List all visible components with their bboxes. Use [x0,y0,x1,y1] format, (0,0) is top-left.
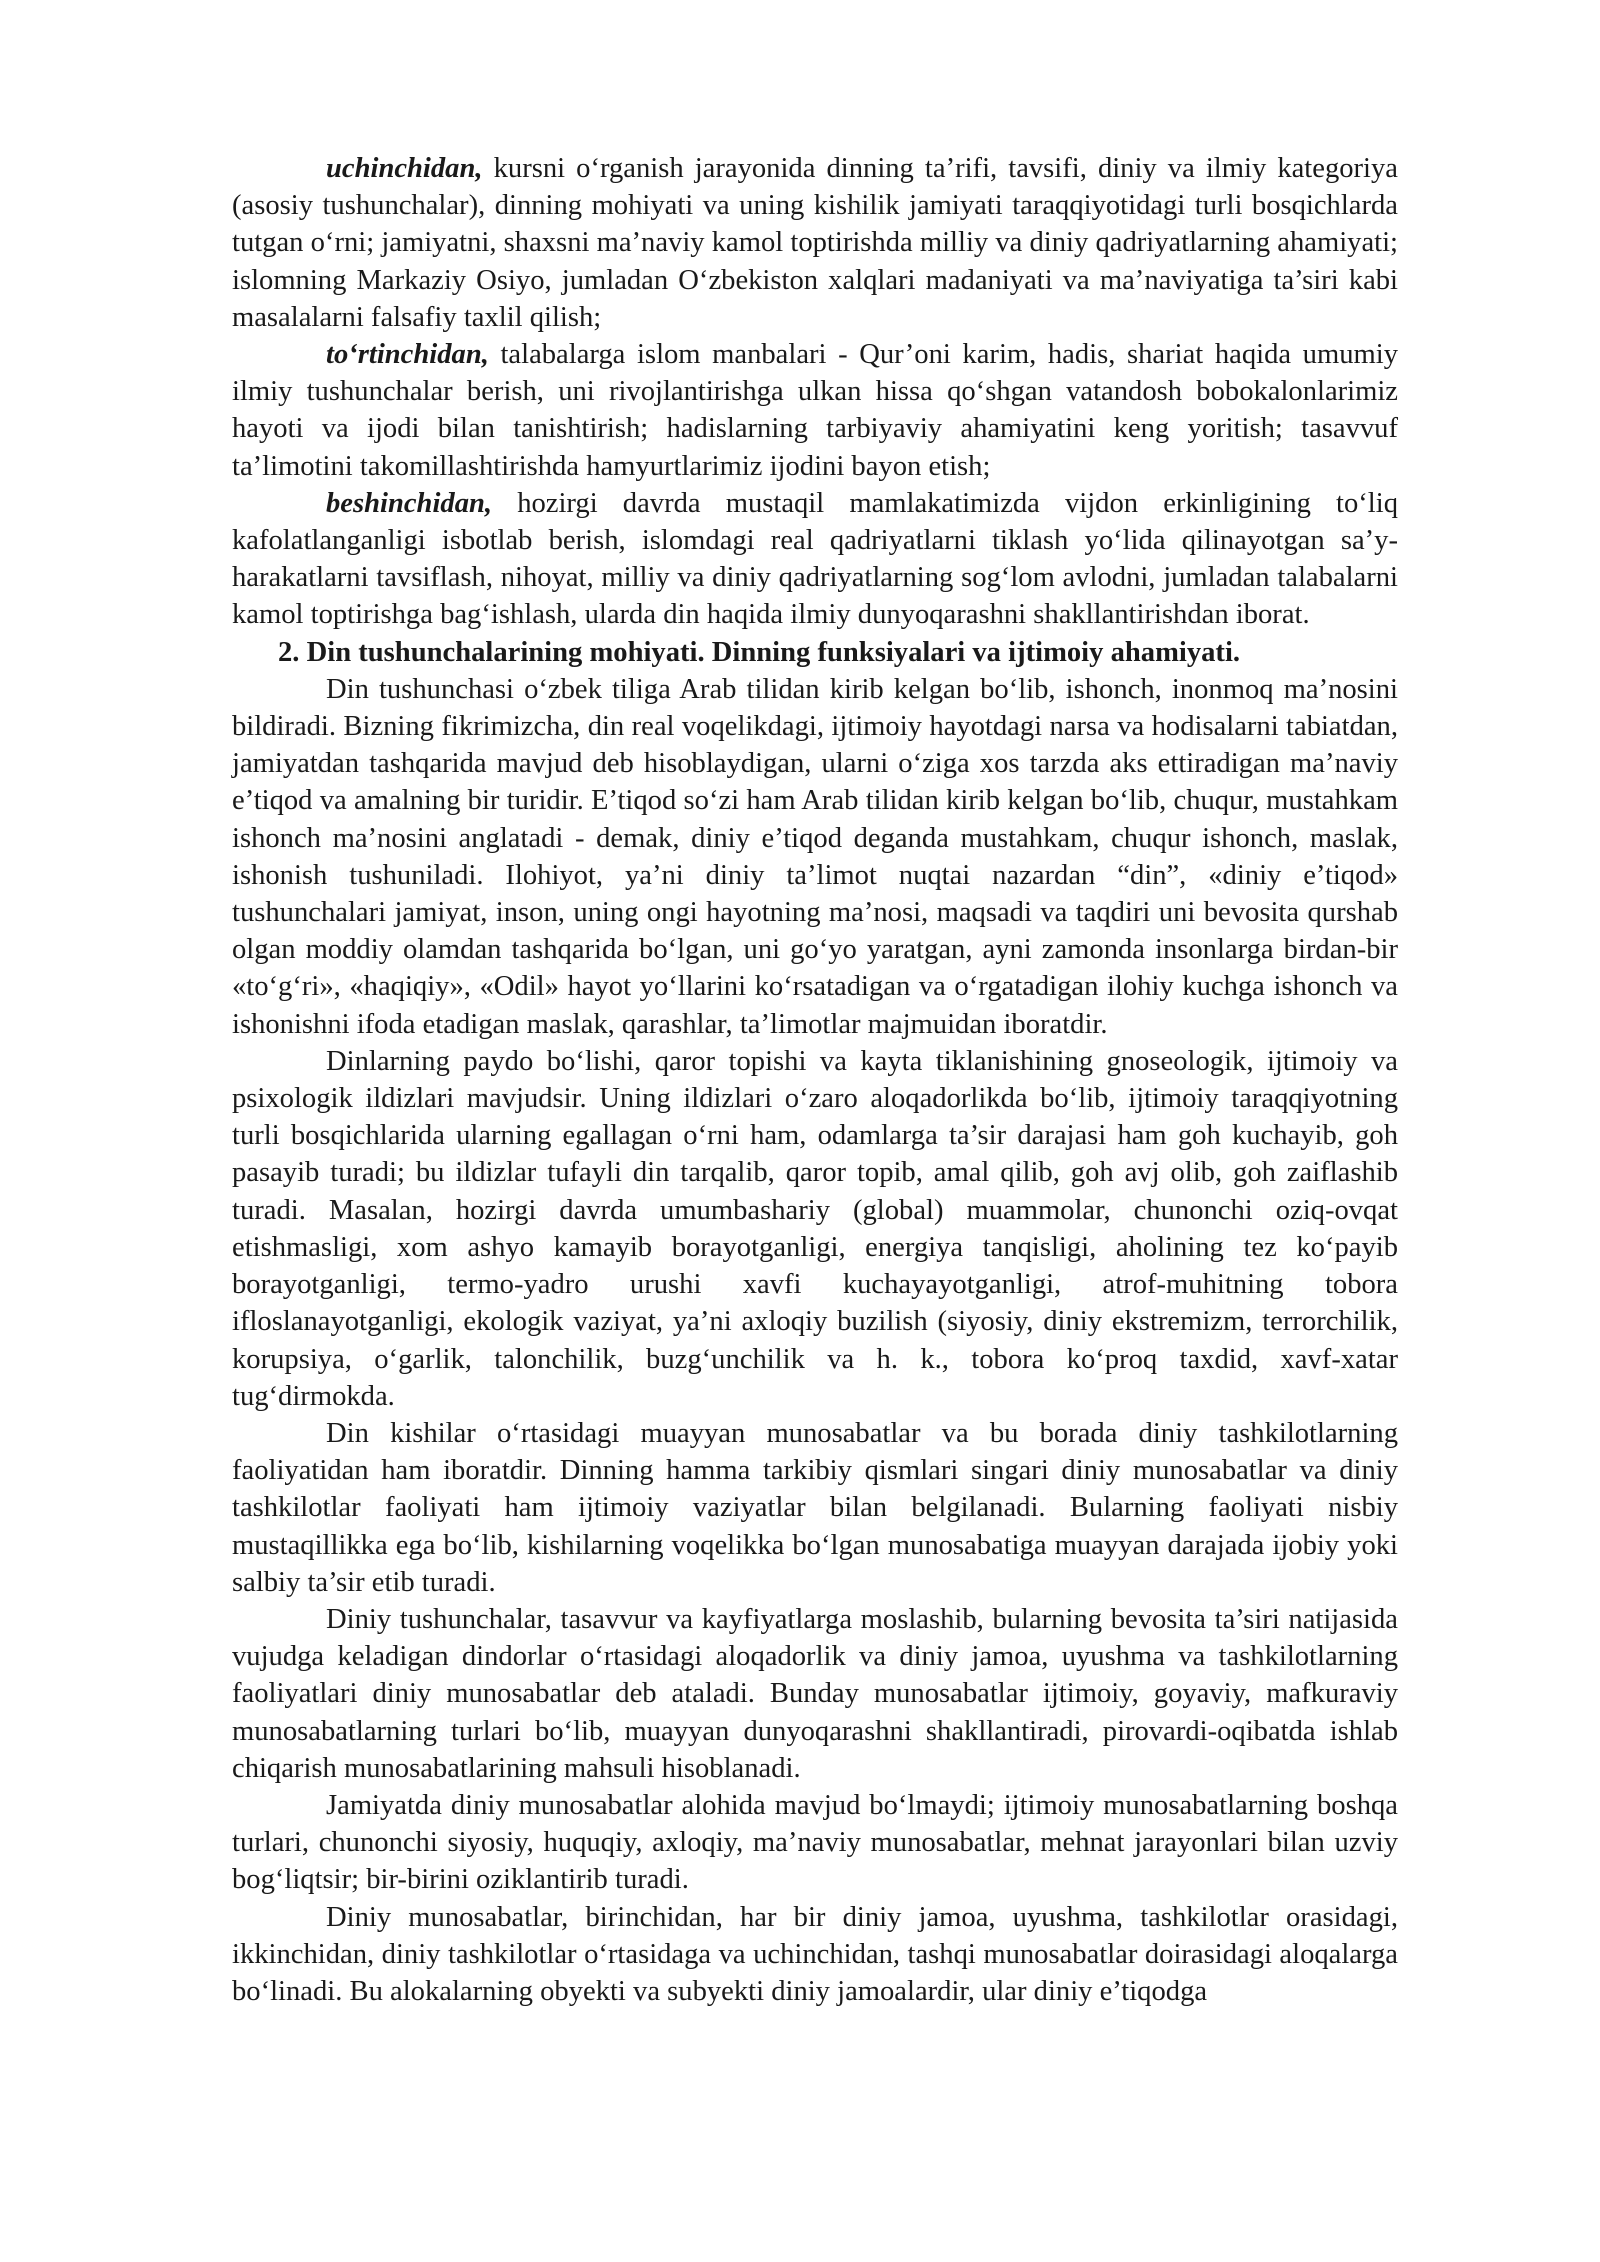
document-page [232,150,1398,2010]
body-paragraph: Diniy tushunchalar, tasavvur va kayfiyatlarga moslashib, bularning bevosita ta’siri natijasida vujudga keladigan dindorlar o‘rtasidagi aloqadorlik va diniy jamoa, uyushma va tashkilotlarning faoliyatlari diniy munosabatlar deb ataladi. Bunday munosabatlar ijtimoiy, goyaviy, mafkuraviy munosabatlarning turlari bo‘lib, muayyan dunyoqarashni shakllantiradi, pirovardi-oqibatda ishlab chiqarish munosabatlarining mahsuli hisoblanadi. [232,1603,1398,1784]
paragraph-beshinchidan [232,485,1398,634]
paragraph-uchinchidan [232,150,1398,336]
paragraph-lead: beshinchidan, [326,487,493,519]
paragraph-lead: to‘rtinchidan, [326,339,489,371]
paragraph-tortinchidan [232,336,1398,485]
paragraph-text: hozirgi davrda mustaqil mamlakatimizda vijdon erkinligining to‘liq kafolatlanganligi isbotlab berish, islomdagi real qadriyatlarni tiklash yo‘lida qilinayotgan sa’y-harakatlarni tavsiflash, nihoyat, milliy va diniy qadriyatlarning sog‘lom avlodni, jumladan talabalarni kamol toptirishga bag‘ishlash, ularda din haqida ilmiy dunyoqarashni shakllantirishdan iborat. [232,487,1398,631]
body-paragraph: Dinlarning paydo bo‘lishi, qaror topishi va kayta tiklanishining gnoseologik, ijtimoiy va psixologik ildizlari mavjudsir. Uning ildizlari o‘zaro aloqadorlikda bo‘lib, ijtimoiy taraqqiyotning turli bosqichlarida ularning egallagan o‘rni ham, odamlarga ta’sir darajasi ham goh kuchayib, goh pasayib turadi; bu ildizlar tufayli din tarqalib, qaror topib, amal qilib, goh avj olib, goh zaiflashib turadi. Masalan, hozirgi davrda umumbashariy (global) muammolar, chunonchi oziq-ovqat etishmasligi, xom ashyo kamayib borayotganligi, energiya tanqisligi, aholining tez ko‘payib borayotganligi, termo-yadro urushi xavfi kuchayayotganligi, atrof-muhitning tobora ifloslanayotganligi, ekologik vaziyat, ya’ni axloqiy buzilish (siyosiy, diniy ekstremizm, terrorchilik, korupsiya, o‘garlik, talonchilik, buzg‘unchilik va h. k., tobora ko‘proq taxdid, xavf-xatar tug‘dirmokda. [232,1045,1398,1412]
paragraph-text: talabalarga islom manbalari - Qur’oni karim, hadis, shariat haqida umumiy ilmiy tushunchalar berish, uni rivojlantirishga ulkan hissa qo‘shgan vatandosh bobokalonlarimiz hayoti va ijodi bilan tanishtirish; hadislarning tarbiyaviy ahamiyatini keng yoritish; tasavvuf ta’limotini takomillashtirishda hamyurtlarimiz ijodini bayon etish; [232,339,1398,482]
body-paragraph: Diniy munosabatlar, birinchidan, har bir diniy jamoa, uyushma, tashkilotlar orasidagi, ikkinchidan, diniy tashkilotlar o‘rtasidaga va uchinchidan, tashqi munosabatlar doirasidagi aloqalarga bo‘linadi. Bu alokalarning obyekti va subyekti diniy jamoalardir, ular diniy e’tiqodga [232,1901,1398,2007]
body-paragraph: Din kishilar o‘rtasidagi muayyan munosabatlar va bu borada diniy tashkilotlarning faoliyatidan ham iboratdir. Dinning hamma tarkibiy qismlari singari diniy munosabatlar va diniy tashkilotlar faoliyati ham ijtimoiy vaziyatlar bilan belgilanadi. Bularning faoliyati nisbiy mustaqillikka ega bo‘lib, kishilarning voqelikka bo‘lgan munosabatiga muayyan darajada ijobiy yoki salbiy ta’sir etib turadi. [232,1417,1398,1598]
paragraph-text: kursni o‘rganish jarayonida dinning ta’rifi, tavsifi, diniy va ilmiy kategoriya (asosiy tushunchalar), dinning mohiyati va uning kishilik jamiyati taraqqiyotidagi turli bosqichlarda tutgan o‘rni; jamiyatni, shaxsni ma’naviy kamol toptirishda milliy va diniy qadriyatlarning ahamiyati; islomning Markaziy Osiyo, jumladan O‘zbekiston xalqlari madaniyati va ma’naviyatiga ta’siri kabi masalalarni falsafiy taxlil qilish; [232,153,1398,333]
body-paragraph: Din tushunchasi o‘zbek tiliga Arab tilidan kirib kelgan bo‘lib, ishonch, inonmoq ma’nosini bildiradi. Bizning fikrimizcha, din real voqelikdagi, ijtimoiy hayotdagi narsa va hodisalarni tabiatdan, jamiyatdan tashqarida mavjud deb hisoblaydigan, ularni o‘ziga xos tarzda aks ettiradigan ma’naviy e’tiqod va amalning bir turidir. E’tiqod so‘zi ham Arab tilidan kirib kelgan bo‘lib, chuqur, mustahkam ishonch ma’nosini anglatadi - demak, diniy e’tiqod deganda mustahkam, chuqur ishonch, maslak, ishonish tushuniladi. Ilohiyot, ya’ni diniy ta’limot nuqtai nazardan “din”, «diniy e’tiqod» tushunchalari jamiyat, inson, uning ongi hayotning ma’nosi, maqsadi va taqdiri uni bevosita qurshab olgan moddiy olamdan tashqarida bo‘lgan, uni go‘yo yaratgan, ayni zamonda insonlarga birdan-bir «to‘g‘ri», «haqiqiy», «Odil» hayot yo‘llarini ko‘rsatadigan va o‘rgatadigan ilohiy kuchga ishonch va ishonishni ifoda etadigan maslak, qarashlar, ta’limotlar majmuidan iboratdir. [232,673,1398,1040]
paragraph-lead: uchinchidan, [326,153,483,184]
section-heading: 2. Din tushunchalarining mohiyati. Dinning funksiyalari va ijtimoiy ahamiyati. [278,636,1241,668]
body-paragraph: Jamiyatda diniy munosabatlar alohida mavjud bo‘lmaydi; ijtimoiy munosabatlarning boshqa turlari, chunonchi siyosiy, huquqiy, axloqiy, ma’naviy munosabatlar, mehnat jarayonlari bilan uzviy bog‘liqtsir; bir-birini oziklantirib turadi. [232,1789,1398,1896]
